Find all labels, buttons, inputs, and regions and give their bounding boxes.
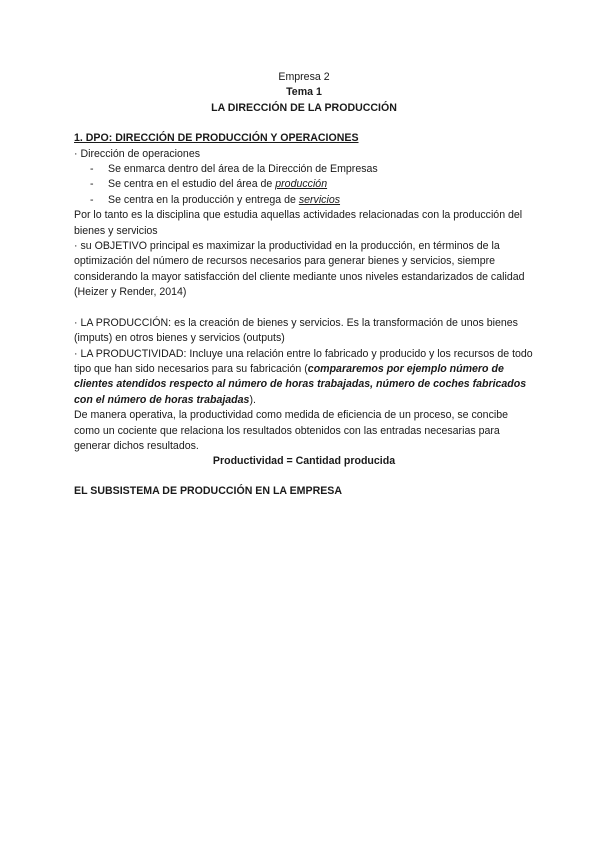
paragraph-operative: De manera operativa, la productividad como medida de eficiencia de un proceso, se concibe como un cociente que relaciona los resultados obtenidos con las entradas necesarias para generar dichos resultados.	[74, 409, 509, 452]
paragraph-discipline: Por lo tanto es la disciplina que estudia aquellas actividades relacionadas con la producción del bienes y servicios	[74, 209, 523, 237]
list-item	[74, 177, 534, 192]
emphasis-word: servicios	[298, 193, 341, 206]
page-title: LA DIRECCIÓN DE LA PRODUCCIÓN	[211, 101, 397, 114]
topic-line: Tema 1	[286, 86, 322, 99]
list-item-text: Se centra en el estudio del área de	[108, 178, 276, 191]
productivity-example: compararemos por ejemplo número de clientes atendidos respecto al número de horas trabajadas, número de coches fabricados con el número de horas trabajadas	[74, 362, 527, 406]
list-item-text: Se centra en la producción y entrega de	[108, 193, 299, 206]
list-item	[74, 193, 534, 208]
dash-bullet: -	[90, 193, 94, 206]
list-item-text: Se enmarca dentro del área de la Dirección de Empresas	[108, 163, 378, 176]
dash-bullet: -	[90, 178, 94, 191]
productivity-text-end: ).	[249, 393, 256, 406]
section-heading-dpo: 1. DPO: DIRECCIÓN DE PRODUCCIÓN Y OPERACIONES	[74, 132, 359, 145]
intro-line: · Dirección de operaciones	[74, 147, 201, 160]
emphasis-word: producción	[275, 178, 328, 191]
paragraph-productivity	[74, 347, 534, 409]
productivity-formula: Productividad = Cantidad producida	[212, 455, 396, 468]
document-body	[74, 70, 534, 499]
dash-bullet: -	[90, 163, 94, 176]
productivity-text: · LA PRODUCTIVIDAD: Incluye una relación entre lo fabricado y producido y los recursos de todo tipo que han sido necesarios para su fabricación (	[74, 347, 533, 375]
paragraph-production: · LA PRODUCCIÓN: es la creación de bienes y servicios. Es la transformación de unos bienes (imputs) en otros bienes y servicios (outputs)	[74, 316, 518, 345]
spacer	[74, 301, 534, 316]
list-item	[74, 162, 534, 177]
paragraph-objective: · su OBJETIVO principal es maximizar la productividad en la producción, en términos de la optimización del número de recursos necesarios para generar bienes y servicios, siempre considerando la mayor satisfacción del cliente mediante unos niveles estandarizados de calidad (Heizer y Render, 2014)	[74, 240, 525, 299]
section-heading-subsystem: EL SUBSISTEMA DE PRODUCCIÓN EN LA EMPRESA	[74, 484, 343, 497]
subject-line: Empresa 2	[278, 71, 330, 83]
